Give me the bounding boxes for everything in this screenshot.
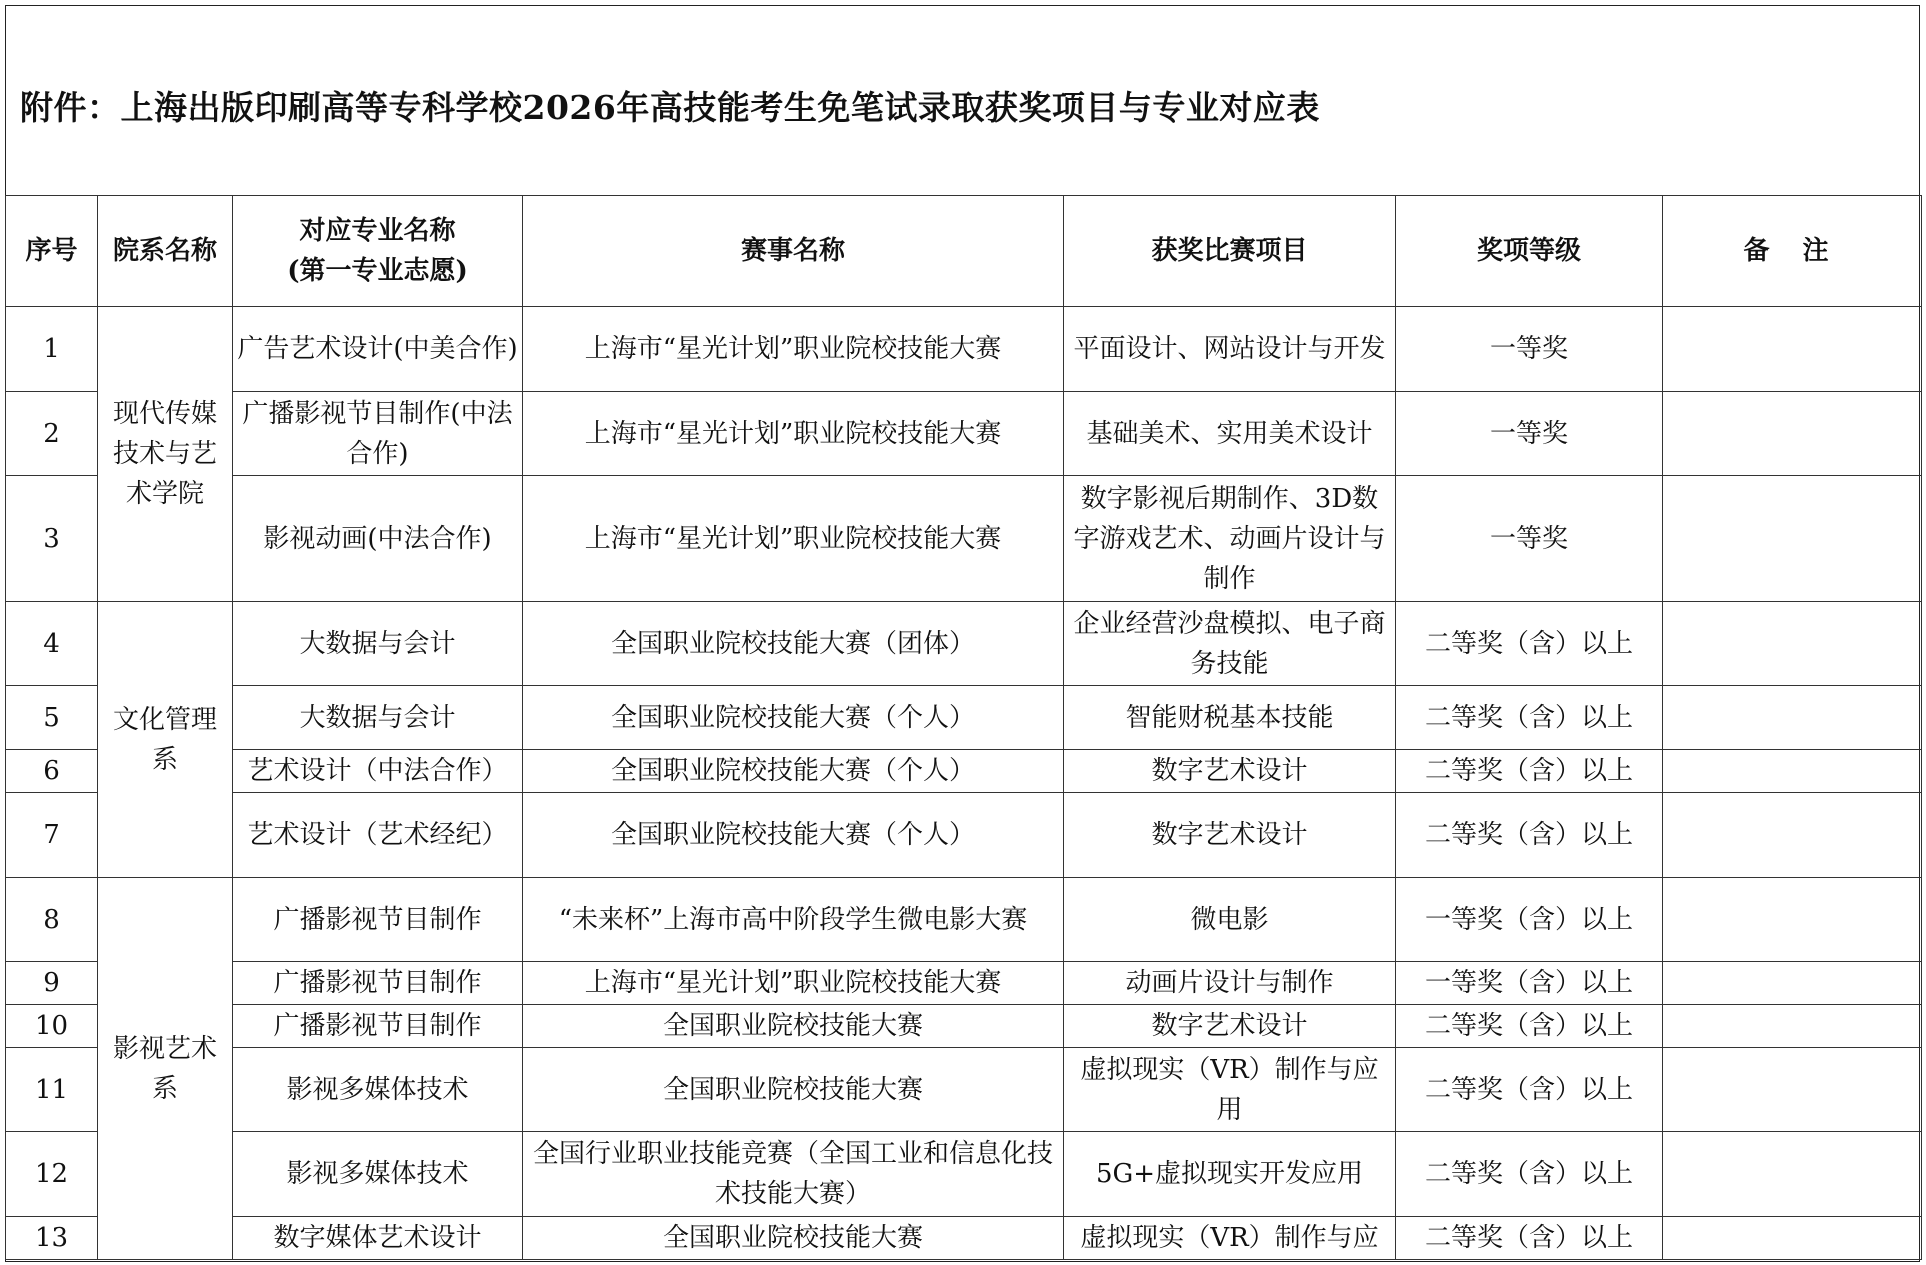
row-major: 影视动画(中法合作) xyxy=(233,476,523,602)
header-major xyxy=(233,196,523,307)
table-row xyxy=(6,392,1922,476)
table-row xyxy=(6,1132,1922,1217)
table-row xyxy=(6,602,1922,686)
document-title: 附件：上海出版印刷高等专科学校2026年高技能考生免笔试录取获奖项目与专业对应表 xyxy=(20,88,1320,127)
row-major: 大数据与会计 xyxy=(233,602,523,686)
award-major-table xyxy=(5,195,1922,1260)
row-index: 2 xyxy=(6,392,98,476)
row-major: 影视多媒体技术 xyxy=(233,1048,523,1132)
row-major: 大数据与会计 xyxy=(233,686,523,750)
header-remark xyxy=(1663,196,1922,307)
row-event: 数字艺术设计 xyxy=(1064,1005,1396,1048)
row-index: 4 xyxy=(6,602,98,686)
row-index: 12 xyxy=(6,1132,98,1217)
row-award: 一等奖 xyxy=(1396,476,1663,602)
row-award: 一等奖 xyxy=(1396,307,1663,392)
row-major: 广播影视节目制作 xyxy=(233,1005,523,1048)
row-competition: 上海市“星光计划”职业院校技能大赛 xyxy=(523,392,1064,476)
row-competition: 全国职业院校技能大赛 xyxy=(523,1217,1064,1260)
row-competition: 全国职业院校技能大赛（个人） xyxy=(523,686,1064,750)
row-index: 8 xyxy=(6,878,98,962)
row-index: 7 xyxy=(6,793,98,878)
table-row xyxy=(6,1217,1922,1260)
header-competition: 赛事名称 xyxy=(523,196,1064,307)
row-event: 动画片设计与制作 xyxy=(1064,962,1396,1005)
row-event: 虚拟现实（VR）制作与应 xyxy=(1064,1217,1396,1260)
table-row xyxy=(6,750,1922,793)
row-remark xyxy=(1663,962,1922,1005)
row-remark xyxy=(1663,793,1922,878)
table-row xyxy=(6,1048,1922,1132)
row-competition: 上海市“星光计划”职业院校技能大赛 xyxy=(523,307,1064,392)
row-event: 虚拟现实（VR）制作与应用 xyxy=(1064,1048,1396,1132)
row-major: 影视多媒体技术 xyxy=(233,1132,523,1217)
table-row xyxy=(6,1005,1922,1048)
row-event: 基础美术、实用美术设计 xyxy=(1064,392,1396,476)
table-row xyxy=(6,686,1922,750)
row-event: 数字艺术设计 xyxy=(1064,750,1396,793)
row-index: 3 xyxy=(6,476,98,602)
attachment-sheet xyxy=(5,5,1920,1262)
row-award: 二等奖（含）以上 xyxy=(1396,750,1663,793)
table-row xyxy=(6,878,1922,962)
row-remark xyxy=(1663,1048,1922,1132)
row-index: 5 xyxy=(6,686,98,750)
header-award: 奖项等级 xyxy=(1396,196,1663,307)
row-award: 二等奖（含）以上 xyxy=(1396,793,1663,878)
row-remark xyxy=(1663,392,1922,476)
header-index: 序号 xyxy=(6,196,98,307)
row-award: 二等奖（含）以上 xyxy=(1396,1132,1663,1217)
row-event: 微电影 xyxy=(1064,878,1396,962)
row-competition: 全国职业院校技能大赛（团体） xyxy=(523,602,1064,686)
row-major: 广播影视节目制作 xyxy=(233,878,523,962)
row-award: 一等奖（含）以上 xyxy=(1396,878,1663,962)
row-major: 数字媒体艺术设计 xyxy=(233,1217,523,1260)
row-award: 二等奖（含）以上 xyxy=(1396,602,1663,686)
table-row xyxy=(6,307,1922,392)
row-major: 广告艺术设计(中美合作) xyxy=(233,307,523,392)
row-index: 13 xyxy=(6,1217,98,1260)
row-event: 平面设计、网站设计与开发 xyxy=(1064,307,1396,392)
row-remark xyxy=(1663,1217,1922,1260)
header-major-note: (第一专业志愿) xyxy=(287,256,468,286)
row-award: 二等奖（含）以上 xyxy=(1396,1048,1663,1132)
row-remark xyxy=(1663,1132,1922,1217)
table-row xyxy=(6,962,1922,1005)
header-row xyxy=(6,196,1922,307)
row-award: 一等奖（含）以上 xyxy=(1396,962,1663,1005)
title-band xyxy=(6,6,1919,196)
row-competition: 全国职业院校技能大赛（个人） xyxy=(523,793,1064,878)
row-competition: 全国职业院校技能大赛 xyxy=(523,1005,1064,1048)
row-competition: 全国行业职业技能竞赛（全国工业和信息化技术技能大赛） xyxy=(523,1132,1064,1217)
row-event: 企业经营沙盘模拟、电子商务技能 xyxy=(1064,602,1396,686)
department-cell: 影视艺术系 xyxy=(98,878,233,1260)
row-competition: 上海市“星光计划”职业院校技能大赛 xyxy=(523,962,1064,1005)
row-award: 二等奖（含）以上 xyxy=(1396,1005,1663,1048)
row-event: 数字艺术设计 xyxy=(1064,793,1396,878)
row-remark xyxy=(1663,686,1922,750)
row-remark xyxy=(1663,750,1922,793)
row-major: 艺术设计（艺术经纪） xyxy=(233,793,523,878)
header-remark-label: 备 注 xyxy=(1743,236,1841,266)
row-major: 广播影视节目制作 xyxy=(233,962,523,1005)
table-row xyxy=(6,476,1922,602)
header-major-label: 对应专业名称 xyxy=(299,216,456,246)
row-event: 5G+虚拟现实开发应用 xyxy=(1064,1132,1396,1217)
row-index: 1 xyxy=(6,307,98,392)
row-competition: 上海市“星光计划”职业院校技能大赛 xyxy=(523,476,1064,602)
table-row xyxy=(6,793,1922,878)
row-remark xyxy=(1663,878,1922,962)
row-major: 广播影视节目制作(中法合作) xyxy=(233,392,523,476)
row-competition: 全国职业院校技能大赛（个人） xyxy=(523,750,1064,793)
header-event: 获奖比赛项目 xyxy=(1064,196,1396,307)
row-remark xyxy=(1663,307,1922,392)
row-remark xyxy=(1663,1005,1922,1048)
row-award: 二等奖（含）以上 xyxy=(1396,1217,1663,1260)
department-cell: 现代传媒技术与艺术学院 xyxy=(98,307,233,602)
row-event: 数字影视后期制作、3D数字游戏艺术、动画片设计与制作 xyxy=(1064,476,1396,602)
row-major: 艺术设计（中法合作） xyxy=(233,750,523,793)
row-competition: 全国职业院校技能大赛 xyxy=(523,1048,1064,1132)
row-award: 二等奖（含）以上 xyxy=(1396,686,1663,750)
row-remark xyxy=(1663,602,1922,686)
row-index: 10 xyxy=(6,1005,98,1048)
row-remark xyxy=(1663,476,1922,602)
row-competition: “未来杯”上海市高中阶段学生微电影大赛 xyxy=(523,878,1064,962)
row-index: 6 xyxy=(6,750,98,793)
header-department: 院系名称 xyxy=(98,196,233,307)
row-index: 9 xyxy=(6,962,98,1005)
row-event: 智能财税基本技能 xyxy=(1064,686,1396,750)
department-cell: 文化管理系 xyxy=(98,602,233,878)
row-index: 11 xyxy=(6,1048,98,1132)
row-award: 一等奖 xyxy=(1396,392,1663,476)
